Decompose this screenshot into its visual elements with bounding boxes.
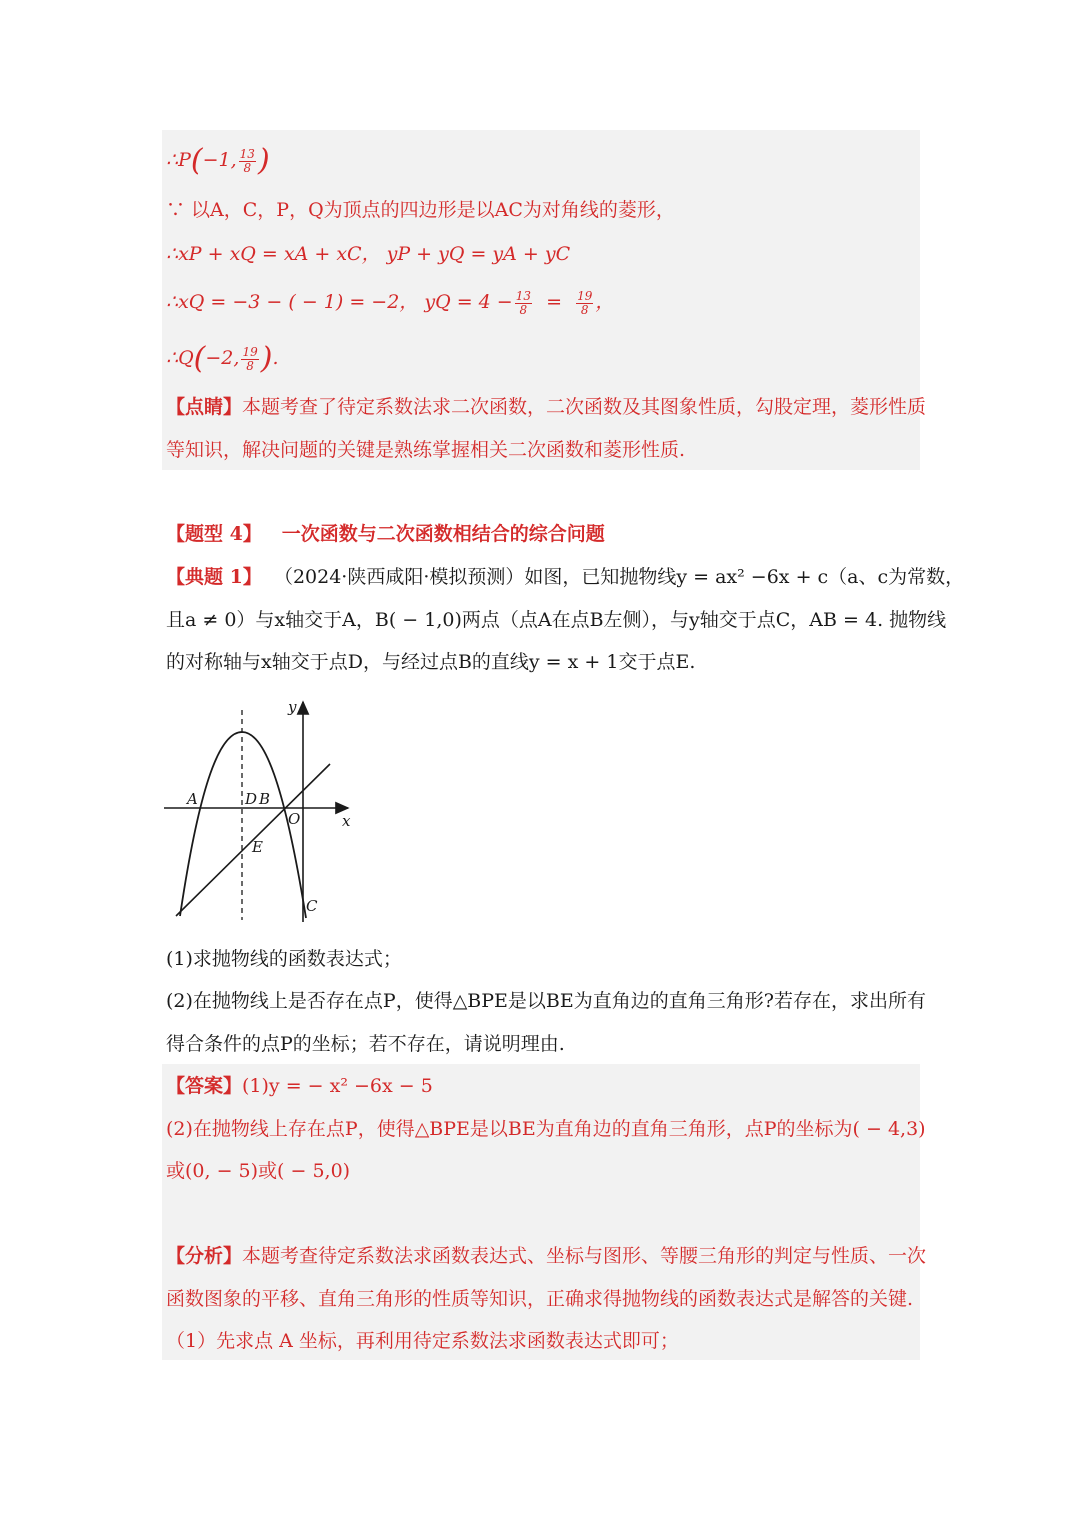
q-left-paren: ( xyxy=(193,341,206,376)
problem-line-2: 且a ≠ 0）与x轴交于A，B( − 1,0)两点（点A在点B左侧），与y轴交于点C，AB = 4. 抛物线 xyxy=(166,609,947,631)
answer-line-1 xyxy=(166,1072,433,1100)
section-title-tag: 【题型 4】 xyxy=(166,523,262,545)
q-suffix: . xyxy=(272,347,279,369)
label-e: E xyxy=(252,838,263,856)
label-x: x xyxy=(342,812,351,830)
label-y: y xyxy=(288,698,297,716)
p-x: −1, xyxy=(202,149,237,171)
q-fraction-2-numerator: 19 xyxy=(577,288,593,303)
problem-line-1 xyxy=(166,563,964,591)
q-y-denominator: 8 xyxy=(246,358,254,373)
answer-part-1: (1)y = − x² −6x − 5 xyxy=(242,1075,433,1097)
solution-line-rhombus: ∵ 以A，C，P，Q为顶点的四边形是以AC为对角线的菱形， xyxy=(166,199,675,221)
p-y-numerator: 13 xyxy=(239,146,255,161)
q-values-equals: = xyxy=(534,291,575,313)
q-fraction-2-denominator: 8 xyxy=(580,302,589,317)
problem-tag: 【典题 1】 xyxy=(166,566,262,588)
analysis-line-2: 函数图象的平移、直角三角形的性质等知识，正确求得抛物线的函数表达式是解答的关键. xyxy=(166,1288,914,1310)
answer-block-background xyxy=(162,1064,920,1360)
question-2-line-1: (2)在抛物线上是否存在点P，使得△BPE是以BE为直角边的直角三角形?若存在，求出所有 xyxy=(166,990,926,1012)
q-right-paren: ) xyxy=(260,341,273,376)
section-title xyxy=(166,520,605,548)
label-d: D xyxy=(245,790,258,808)
p-y-denominator: 8 xyxy=(243,160,252,175)
q-fraction-1-numerator: 13 xyxy=(515,288,531,303)
label-o: O xyxy=(288,810,301,828)
q-fraction-1 xyxy=(515,290,532,317)
question-1: (1)求抛物线的函数表达式； xyxy=(166,948,402,970)
question-2-line-2: 得合条件的点P的坐标；若不存在，请说明理由. xyxy=(166,1033,565,1055)
analysis-tag: 【分析】 xyxy=(166,1245,243,1267)
dianjing-line-1 xyxy=(166,393,926,421)
label-b: B xyxy=(259,790,271,808)
analysis-line-3: （1）先求点 A 坐标，再利用待定系数法求函数表达式即可； xyxy=(166,1330,679,1352)
answer-line-2: (2)在抛物线上存在点P，使得△BPE是以BE为直角边的直角三角形，点P的坐标为( − 4,3) xyxy=(166,1118,926,1140)
dianjing-tag: 【点睛】 xyxy=(166,396,243,418)
solution-line-coordinate-sum: ∴xP + xQ = xA + xC， yP + yQ = yA + yC xyxy=(166,243,571,265)
p-y-fraction xyxy=(239,148,256,175)
problem-text-1: （2024·陕西咸阳·模拟预测）如图，已知抛物线y = ax² −6x + c（a、c为常数， xyxy=(273,566,965,588)
q-y-fraction xyxy=(241,346,258,373)
q-fraction-2 xyxy=(576,290,593,317)
q-values-suffix: ， xyxy=(595,291,615,313)
q-prefix: ∴Q xyxy=(166,347,194,369)
solution-line-p-coordinate xyxy=(166,143,270,178)
answer-tag: 【答案】 xyxy=(166,1075,243,1097)
q-x: −2, xyxy=(205,347,240,369)
dianjing-line-2: 等知识，解决问题的关键是熟练掌握相关二次函数和菱形性质. xyxy=(166,439,686,461)
dianjing-text-1: 本题考查了待定系数法求二次函数，二次函数及其图象性质，勾股定理，菱形性质 xyxy=(242,396,927,418)
q-values-prefix: ∴xQ = −3 − ( − 1) = −2， yQ = 4 − xyxy=(166,291,513,313)
label-a: A xyxy=(187,790,198,808)
analysis-line-1 xyxy=(166,1242,926,1270)
parabola-figure xyxy=(160,692,360,924)
problem-line-3: 的对称轴与x轴交于点D，与经过点B的直线y = x + 1交于点E. xyxy=(166,651,696,673)
analysis-text-1: 本题考查待定系数法求函数表达式、坐标与图形、等腰三角形的判定与性质、一次 xyxy=(242,1245,927,1267)
section-title-text: 一次函数与二次函数相结合的综合问题 xyxy=(281,523,605,545)
q-y-numerator: 19 xyxy=(242,344,258,359)
solution-line-q-values xyxy=(166,288,614,317)
answer-line-3: 或(0, − 5)或( − 5,0) xyxy=(166,1160,351,1182)
left-paren: ( xyxy=(190,143,203,178)
label-c: C xyxy=(306,897,318,915)
solution-line-q-coordinate xyxy=(166,341,279,376)
q-fraction-1-denominator: 8 xyxy=(519,302,528,317)
right-paren: ) xyxy=(257,143,270,178)
parabola-figure-svg xyxy=(160,692,360,924)
p-prefix: ∴P xyxy=(166,149,191,171)
